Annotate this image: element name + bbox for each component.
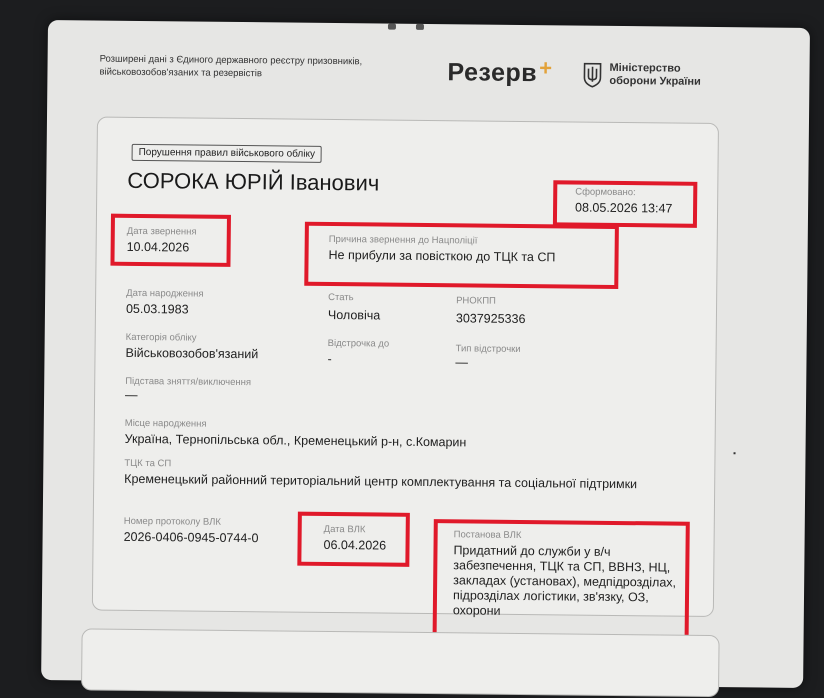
sex-value: Чоловіча (327, 307, 381, 323)
person-full-name: СОРОКА ЮРІЙ Іванович (127, 167, 380, 196)
trident-icon (583, 62, 601, 88)
vlk-protocol-value: 2026-0406-0945-0744-0 (123, 529, 259, 546)
highlight-reason (304, 222, 619, 289)
tck-value: Кременецький районний територіальний центр комплектування та соціальної підтримки (124, 471, 638, 492)
appeal-date-value: 10.04.2026 (126, 239, 190, 255)
deferral-value: - (327, 351, 332, 366)
highlight-appeal-date (110, 214, 231, 267)
vlk-protocol-label: Номер протоколу ВЛК (123, 515, 222, 528)
deferral-type-label: Тип відстрочки (455, 343, 521, 355)
deferral-type-value: — (455, 355, 469, 370)
highlight-formed (553, 180, 697, 228)
highlight-vlk-decision (433, 519, 690, 642)
vlk-date-value: 06.04.2026 (323, 537, 387, 553)
formed-value: 08.05.2026 13:47 (575, 200, 673, 216)
reason-value: Не прибули за повісткою до ТЦК та СП (328, 247, 556, 265)
highlight-vlk-date (297, 512, 410, 567)
birthplace-value: Україна, Тернопільська обл., Кременецький р-н, с.Комарин (124, 431, 467, 450)
record-card (92, 117, 719, 617)
tck-label: ТЦК та СП (124, 457, 172, 470)
appeal-date-label: Дата звернення (126, 225, 197, 238)
brand-name: Резерв (447, 58, 538, 88)
sex-label: Стать (328, 291, 354, 304)
reason-label: Причина звернення до Нацполіції (328, 233, 478, 247)
birth-date-value: 05.03.1983 (125, 301, 189, 317)
deferral-label: Відстрочка до (327, 337, 390, 350)
vlk-date-label: Дата ВЛК (323, 523, 366, 536)
birth-date-label: Дата народження (126, 287, 204, 300)
brand-plus: + (539, 55, 553, 81)
phone-screen (41, 20, 810, 688)
vlk-decision-label: Постанова ВЛК (453, 529, 522, 541)
rnokpp-label: РНОКПП (456, 295, 496, 307)
formed-label: Сформовано: (575, 186, 636, 199)
removal-label: Підстава зняття/виключення (125, 375, 252, 389)
vlk-decision-value: Придатний до служби у в/ч забезпечення, ТЦК та СП, ВВНЗ, НЦ, закладах (установах), медпідрозділах, підрозділах логістики, зв'язку, ОЗ, охорони (452, 543, 677, 618)
category-value: Військовозобов'язаний (125, 345, 259, 362)
next-card (81, 628, 720, 697)
rnokpp-value: 3037925336 (455, 311, 526, 327)
status-indicator (388, 24, 428, 30)
screen-speck (734, 452, 736, 454)
violation-badge: Порушення правил військового обліку (132, 144, 323, 163)
ministry-name: Міністерство оборони України (609, 61, 701, 88)
ministry-logo (583, 62, 729, 90)
removal-value: — (125, 387, 138, 402)
category-label: Категорія обліку (125, 331, 197, 344)
app-logo (447, 55, 553, 88)
register-description: Розширені дані з Єдиного державного реєстру призовників, військовозобов'язаних та резервістів (99, 53, 363, 80)
birthplace-label: Місце народження (124, 417, 207, 430)
